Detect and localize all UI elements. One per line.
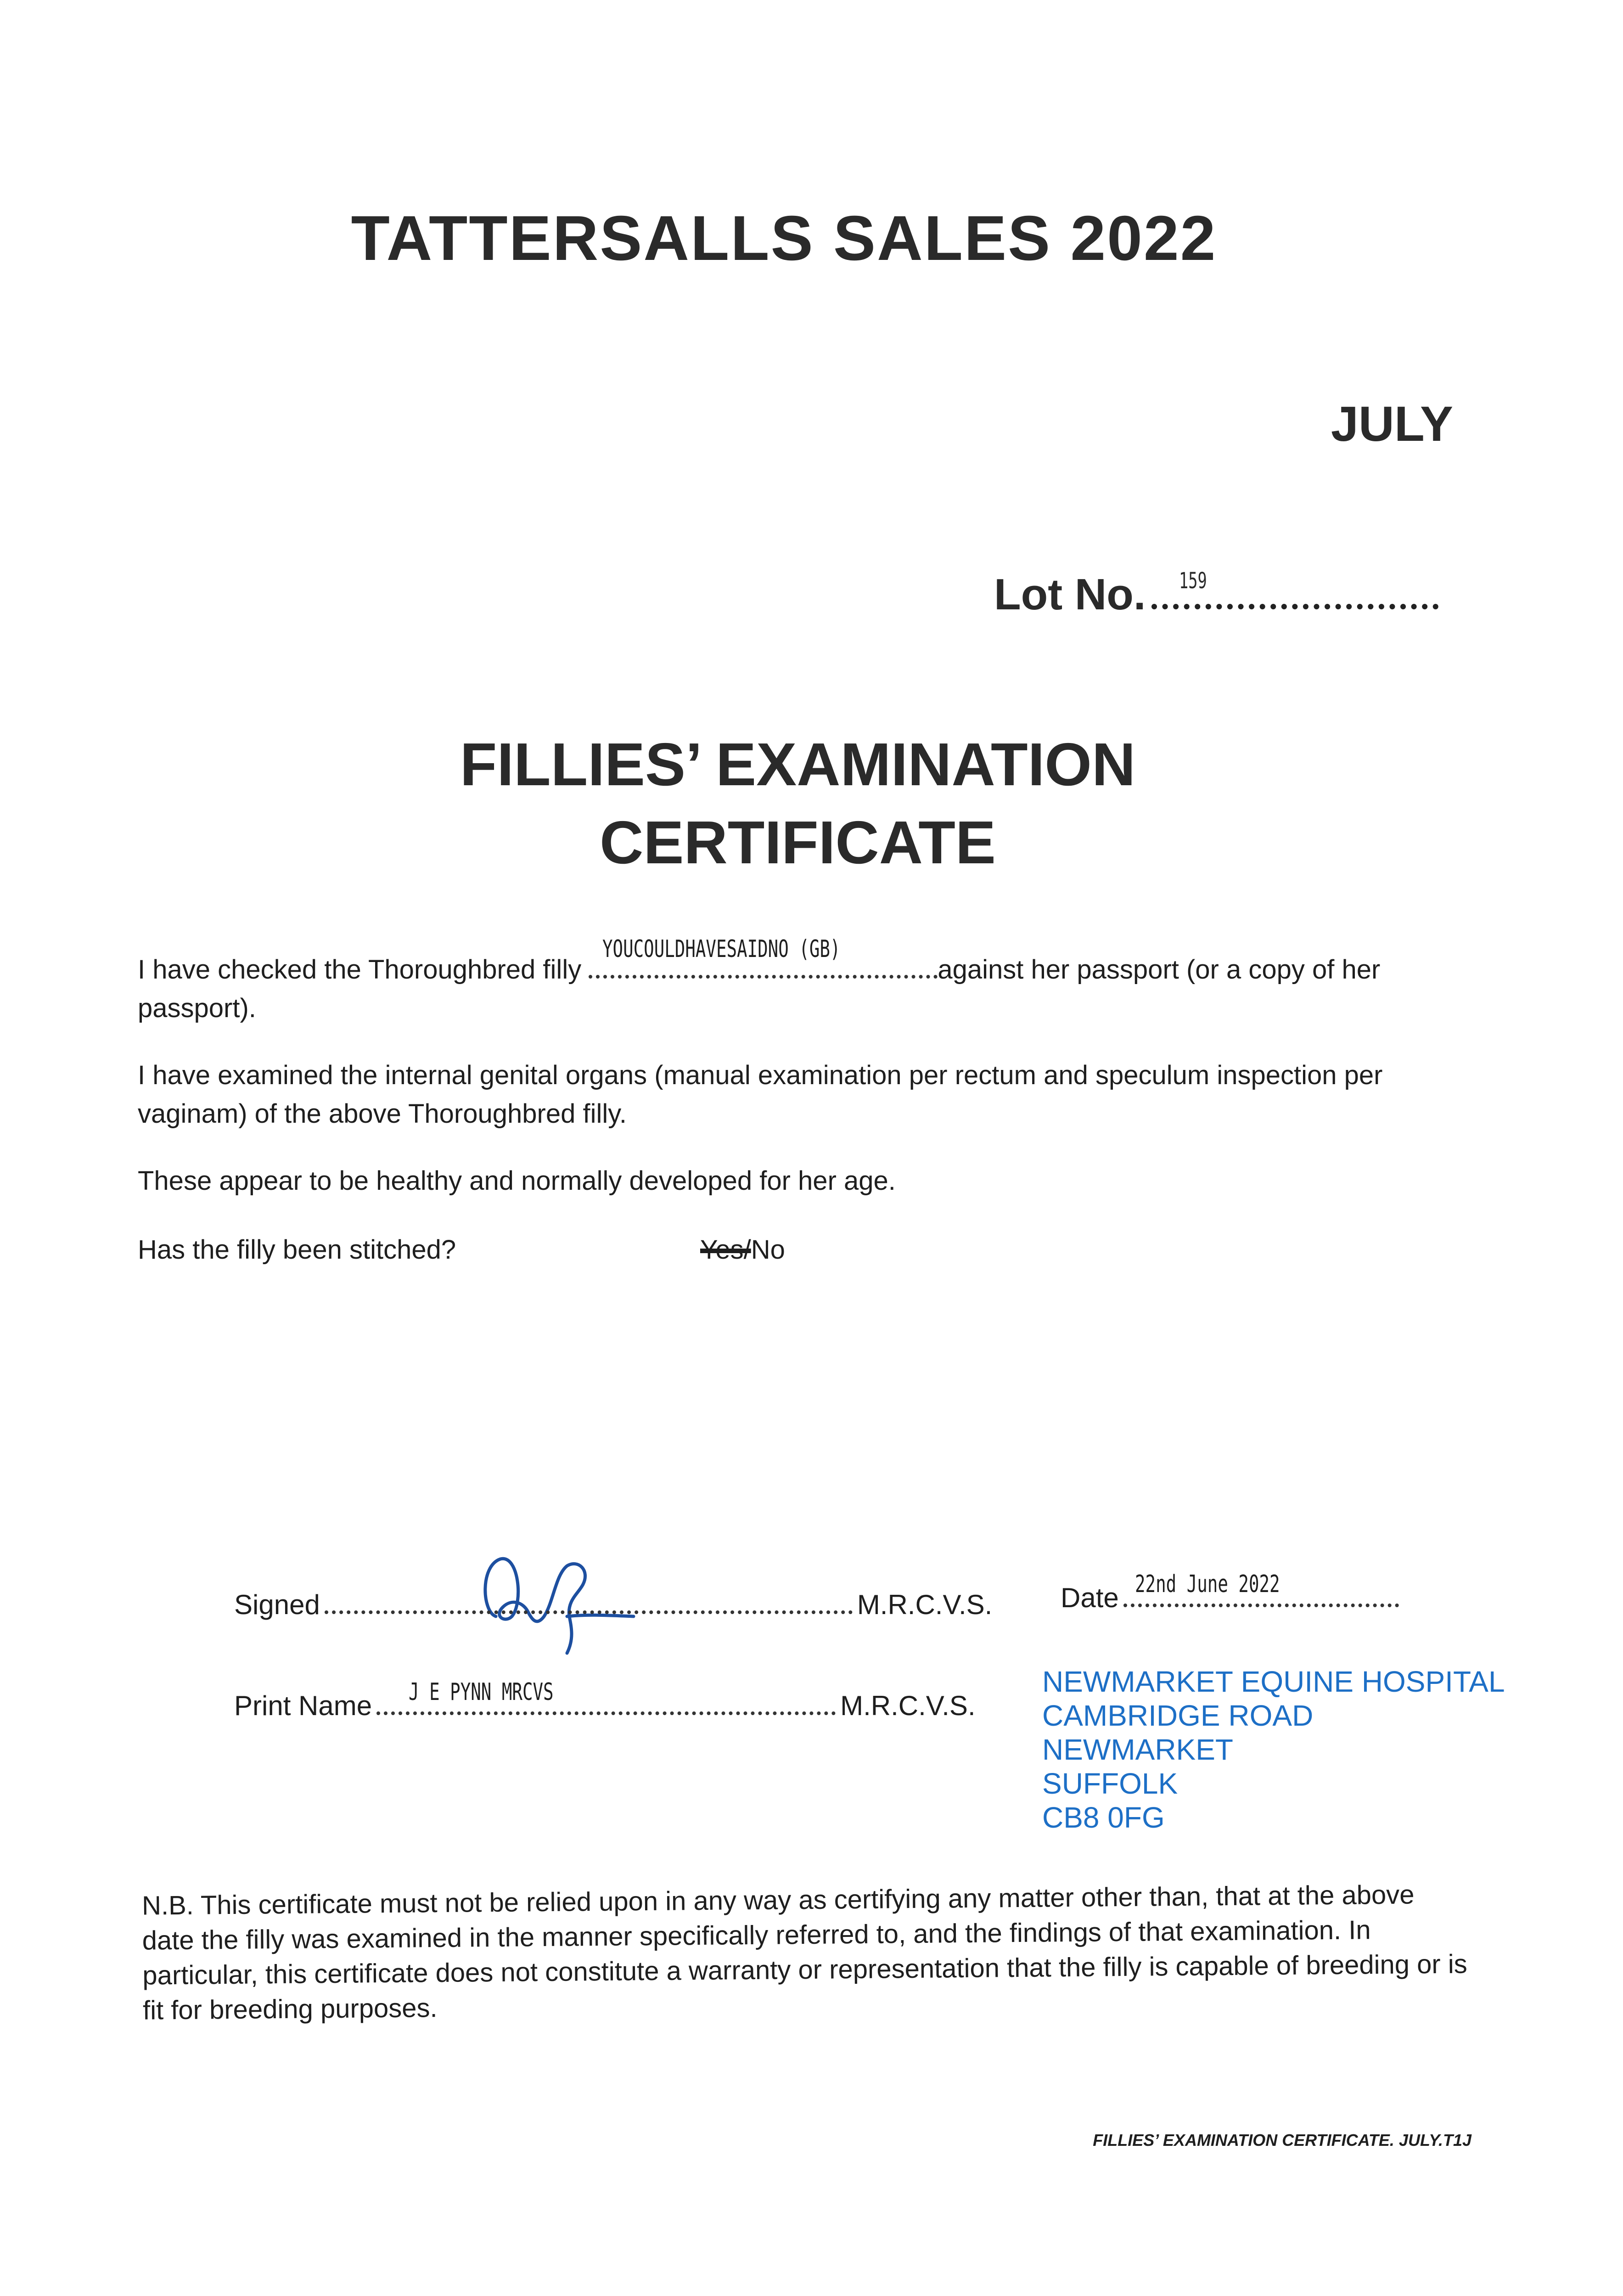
passport-check-paragraph <box>138 935 1469 1028</box>
p1-after: against her passport (or a copy of her passport). <box>138 955 1381 1023</box>
print-name-field <box>376 1678 836 1715</box>
signed-field <box>325 1592 853 1614</box>
p1-before: I have checked the Thoroughbred filly <box>138 955 589 985</box>
sale-month: JULY <box>1331 396 1453 451</box>
stamp-line1: NEWMARKET EQUINE HOSPITAL <box>1042 1665 1505 1698</box>
signed-label: Signed <box>234 1589 320 1620</box>
stitched-struck-option: Yes/ <box>700 1235 751 1265</box>
mrcvs-label-1: M.R.C.V.S. <box>857 1589 993 1620</box>
certificate-title <box>0 726 1609 882</box>
footer-reference: FILLIES’ EXAMINATION CERTIFICATE. JULY.T1J <box>1093 2131 1471 2150</box>
sales-title: TATTERSALLS SALES 2022 <box>351 203 1217 274</box>
date-label: Date <box>1061 1582 1119 1613</box>
signed-row <box>234 1589 992 1621</box>
lot-label: Lot No. <box>994 570 1146 619</box>
print-name-row <box>234 1678 976 1722</box>
hospital-stamp <box>1042 1665 1593 1835</box>
stamp-line2: CAMBRIDGE ROAD <box>1042 1699 1314 1732</box>
print-name-value: J E PYNN MRCVS <box>409 1678 554 1706</box>
stitched-answer: No <box>751 1235 785 1265</box>
disclaimer-note: N.B. This certificate must not be relied upon in any way as certifying any matter other than, that at the above date the filly was examined in the manner specifically referred to, and the findings of that examination. In particular, this certificate does not constitute a warranty or representation that the filly is capable of breeding or is fit for breeding purposes. <box>141 1880 1467 2026</box>
stamp-line4: SUFFOLK <box>1042 1767 1178 1800</box>
stamp-line3: NEWMARKET <box>1042 1733 1233 1766</box>
date-value: 22nd June 2022 <box>1134 1570 1280 1598</box>
date-field <box>1123 1570 1399 1607</box>
date-row <box>1061 1570 1404 1614</box>
mrcvs-label-2: M.R.C.V.S. <box>840 1690 976 1721</box>
stitched-question: Has the filly been stitched? <box>138 1235 456 1265</box>
stitched-answer-block <box>700 1231 785 1269</box>
filly-name-field <box>589 935 938 979</box>
examination-paragraph: I have examined the internal genital organs (manual examination per rectum and speculum inspection per vaginam) of the above Thoroughbred filly. <box>138 1060 1383 1129</box>
certificate-title-line1: FILLIES’ EXAMINATION <box>460 731 1136 798</box>
stitched-row <box>138 1231 1469 1269</box>
stamp-line5: CB8 0FG <box>1042 1801 1165 1834</box>
lot-value: 159 <box>1179 568 1207 594</box>
print-name-label: Print Name <box>234 1690 372 1721</box>
lot-field <box>1151 568 1438 609</box>
certificate-title-line2: CERTIFICATE <box>600 809 996 876</box>
lot-number-line <box>994 569 1438 620</box>
health-paragraph: These appear to be healthy and normally developed for her age. <box>138 1166 896 1196</box>
filly-name: YOUCOULDHAVESAIDNO (GB) <box>602 935 841 963</box>
